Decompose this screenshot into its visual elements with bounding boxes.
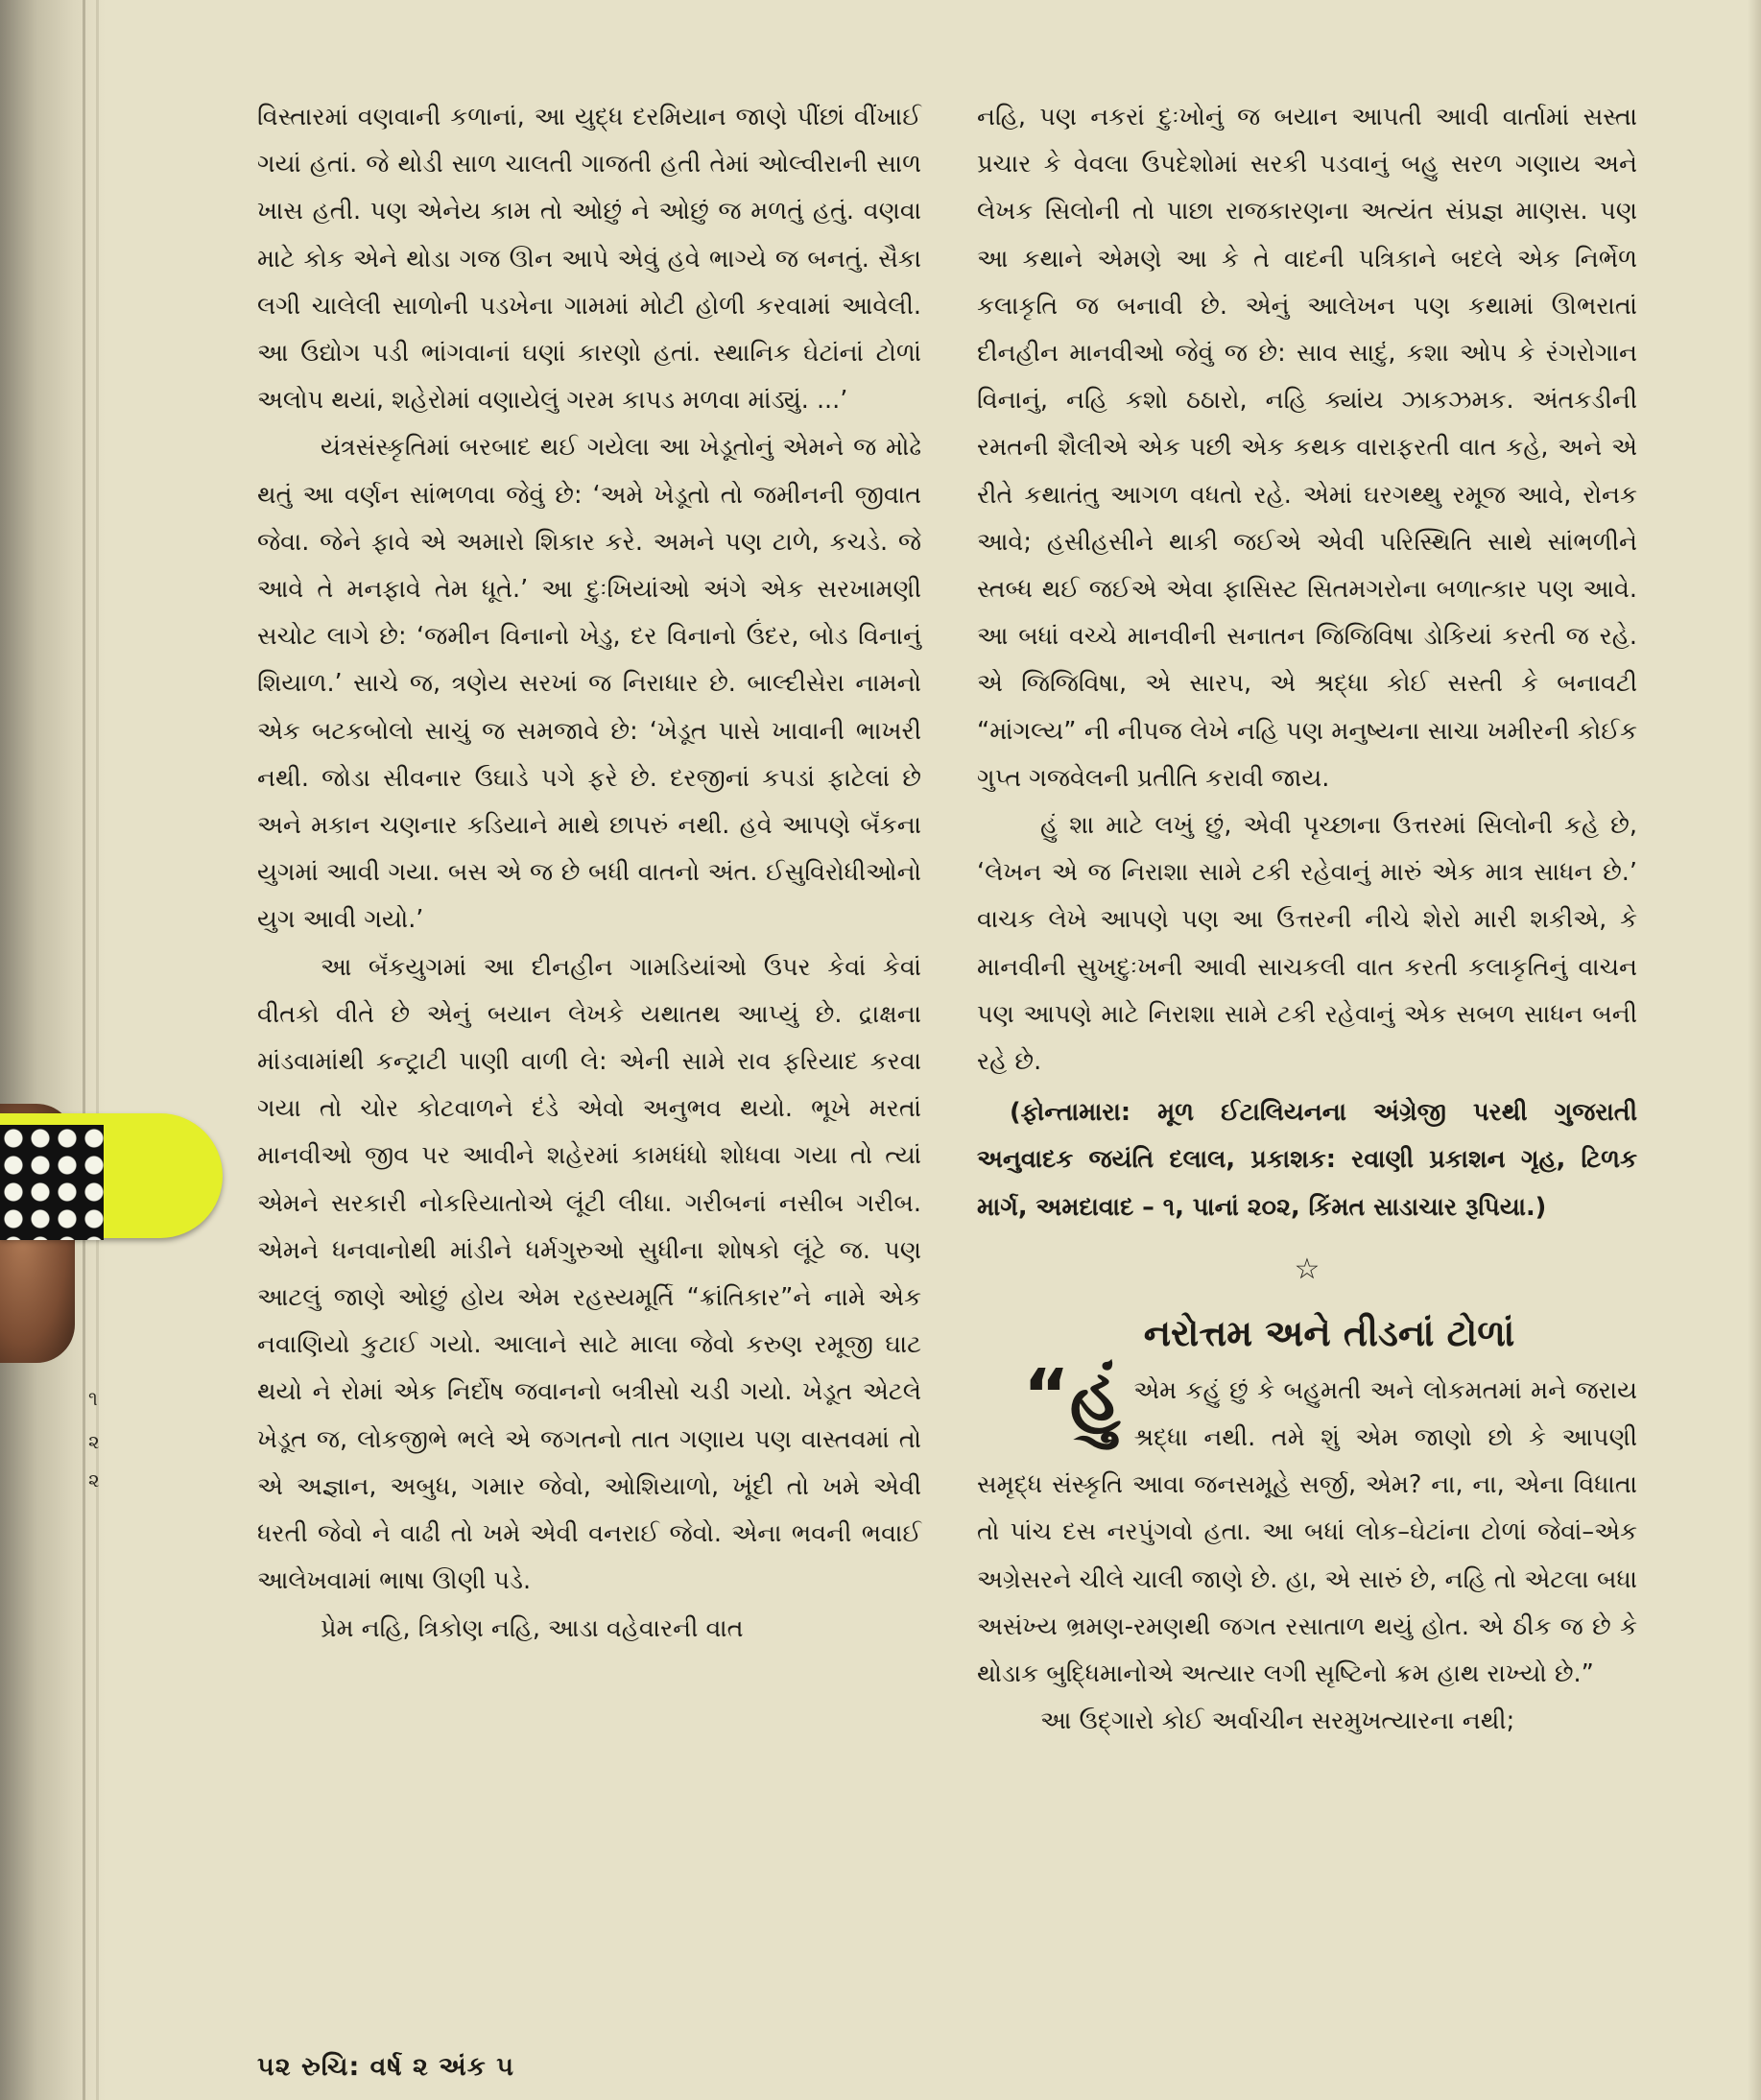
right-paragraph-2: હું શા માટે લખું છું, એવી પૃચ્છાના ઉત્તરમાં સિલોની કહે છે, ‘લેખન એ જ નિરાશા સામે ટકી રહેવાનું મારું એક માત્ર સાધન છે.’ વાચક લેખે આપણે પણ આ ઉત્તરની નીચે શેરો મારી શકીએ, કે માનવીની સુખદુઃખની આવી સાચકલી વાત કરતી કલાકૃતિનું વાચન પણ આપણે માટે નિરાશા સામે ટકી રહેવાનું એક સબળ સાધન બની રહે છે. [977,811,1637,1077]
star-icon: ☆ [1294,1252,1321,1286]
book-credit: (ફોન્તામારા: મૂળ ઈટાલિયનના અંગ્રેજી પરથી ગુજરાતી અનુવાદક જયંતિ દલાલ, પ્રકાશક: રવાણી પ્રકાશન ગૃહ, ટિળક માર્ગ, અમદાવાદ – ૧, પાનાં ૨૦૨, કિંમત સાડાચાર રૂપિયા.) [977,1098,1637,1222]
edge-mark: ૨ [88,1468,100,1491]
article-paragraph-2: આ ઉદ્ગારો કોઈ અર્વાચીન સરમુખત્યારના નથી; [1040,1706,1515,1736]
right-column [977,94,1637,1746]
page-binding-shadow [0,0,106,2100]
dotted-clip-pattern [0,1125,104,1240]
page-edge-line [96,0,99,2100]
left-column [257,94,921,1653]
left-paragraph-3: આ બૅંકયુગમાં આ દીનહીન ગામડિયાંઓ ઉપર કેવાં કેવાં વીતકો વીતે છે એનું બયાન લેખકે યથાતથ આપ્યું છે. દ્રાક્ષના માંડવામાંથી કન્ટ્રાટી પાણી વાળી લે: એની સામે રાવ ફરિયાદ કરવા ગયા તો ચોર કોટવાળને દંડે એવો અનુભવ થયો. ભૂખે મરતાં માનવીઓ જીવ પર આવીને શહેરમાં કામધંધો શોધવા ગયા તો ત્યાં એમને સરકારી નોકરિયાતોએ લૂંટી લીધા. ગરીબનાં નસીબ ગરીબ. એમને ધનવાનોથી માંડીને ધર્મગુરુઓ સુધીના શોષકો લૂંટે જ. પણ આટલું જાણે ઓછું હોય એમ રહસ્યમૂર્તિ “ક્રાંતિકાર”ને નામે એક નવાણિયો કુટાઈ ગયો. આલાને સાટે માલા જેવો કરુણ રમૂજી ઘાટ થયો ને રોમાં એક નિર્દોષ જવાનનો બત્રીસો ચડી ગયો. ખેડૂત એટલે ખેડૂત જ, લોકજીભે ભલે એ જગતનો તાત ગણાય પણ વાસ્તવમાં તો એ અજ્ઞાન, અબુધ, ગમાર જેવો, ઓશિયાળો, ખૂંદી તો ખમે એવી ધરતી જેવો ને વાઢી તો ખમે એવી વનરાઈ જેવો. એના ભવની ભવાઈ આલેખવામાં ભાષા ઊણી પડે. [257,952,921,1596]
right-paragraph-1: નહિ, પણ નકરાં દુઃખોનું જ બયાન આપતી આવી વાર્તામાં સસ્તા પ્રચાર કે વેવલા ઉપદેશોમાં સરકી પડવાનું બહુ સરળ ગણાય અને લેખક સિલોની તો પાછા રાજકારણના અત્યંત સંપ્રજ્ઞ માણસ. પણ આ કથાને એમણે આ કે તે વાદની પત્રિકાને બદલે એક નિર્ભેળ કલાકૃતિ જ બનાવી છે. એનું આલેખન પણ કથામાં ઊભરાતાં દીનહીન માનવીઓ જેવું જ છે: સાવ સાદું, કશા ઓપ કે રંગરોગાન વિનાનું, નહિ કશો ઠઠારો, નહિ ક્યાંય ઝાકઝમક. અંતકડીની રમતની શૈલીએ એક પછી એક કથક વારાફરતી વાત કહે, અને એ રીતે કથાતંતુ આગળ વધતો રહે. એમાં ઘરગથ્થુ રમૂજ આવે, રોનક આવે; હસીહસીને થાકી જઈએ એવી પરિસ્થિતિ સાથે સાંભળીને સ્તબ્ધ થઈ જઈએ એવા ફાસિસ્ટ સિતમગરોના બળાત્કાર પણ આવે. આ બધાં વચ્ચે માનવીની સનાતન જિજિવિષા ડોકિયાં કરતી જ રહે. એ જિજિવિષા, એ સારપ, એ શ્રદ્ધા કોઈ સસ્તી કે બનાવટી “માંગલ્ય” ની નીપજ લેખે નહિ પણ મનુષ્યના સાચા ખમીરની કોઈક ગુપ્ત ગજવેલની પ્રતીતિ કરાવી જાય. [977,103,1637,793]
left-paragraph-1: વિસ્તારમાં વણવાની કળાનાં, આ યુદ્ધ દરમિયાન જાણે પીંછાં વીંખાઈ ગયાં હતાં. જે થોડી સાળ ચાલતી ગાજતી હતી તેમાં ઓલ્વીરાની સાળ ખાસ હતી. પણ એનેય કામ તો ઓછું ને ઓછું જ મળતું હતું. વણવા માટે કોક એને થોડા ગજ ઊન આપે એવું હવે ભાગ્યે જ બનતું. સૈકા લગી ચાલેલી સાળોની પડખેના ગામમાં મોટી હોળી કરવામાં આવેલી. આ ઉદ્યોગ પડી ભાંગવાનાં ઘણાં કારણો હતાં. સ્થાનિક ઘેટાંનાં ટોળાં અલોપ થયાં, શહેરોમાં વણાયેલું ગરમ કાપડ મળવા માંડ્યું. ...’ [257,103,921,416]
page-right-edge [1748,0,1761,2100]
edge-mark: ૨ [88,1430,100,1453]
page-edge-line [83,0,85,2100]
page-footer: ૫૨ રુચિ: વર્ષ ૨ અંક ૫ [257,2052,514,2082]
left-paragraph-2: યંત્રસંસ્કૃતિમાં બરબાદ થઈ ગયેલા આ ખેડૂતોનું એમને જ મોઢે થતું આ વર્ણન સાંભળવા જેવું છે: ‘અમે ખેડૂતો તો જમીનની જીવાત જેવા. જેને ફાવે એ અમારો શિકાર કરે. અમને પણ ટાળે, કચડે. જે આવે તે મનફાવે તેમ ધૂતે.’ આ દુઃખિયાંઓ અંગે એક સરખામણી સચોટ લાગે છે: ‘જમીન વિનાનો ખેડુ, દર વિનાનો ઉંદર, બોડ વિનાનું શિયાળ.’ સાચે જ, ત્રણેય સરખાં જ નિરાધાર છે. બાલ્દીસેરા નામનો એક બટકબોલો સાચું જ સમજાવે છે: ‘ખેડૂત પાસે ખાવાની ભાખરી નથી. જોડા સીવનાર ઉઘાડે પગે ફરે છે. દરજીનાં કપડાં ફાટેલાં છે અને મકાન ચણનાર કડિયાને માથે છાપરું નથી. હવે આપણે બૅંકના યુગમાં આવી ગયા. બસ એ જ છે બધી વાતનો અંત. ઈસુવિરોધીઓનો યુગ આવી ગયો.’ [257,433,921,935]
article-paragraph-1-text: એમ કહું છું કે બહુમતી અને લોકમતમાં મને જરાય શ્રદ્ધા નથી. તમે શું એમ જાણો છો કે આપણી સમૃદ્ધ સંસ્કૃતિ આવા જનસમૂહે સર્જી, એમ? ના, ના, એના વિધાતા તો પાંચ દસ નરપુંગવો હતા. આ બધાં લોક–ઘેટાંના ટોળાં જેવાં–એક અગ્રેસરને ચીલે ચાલી જાણે છે. હા, એ સારું છે, નહિ તો એટલા બધા અસંખ્ય ભ્રમણ-રમણથી જગત રસાતાળ થયું હોત. એ ઠીક જ છે કે થોડાક બુદ્ધિમાનોએ અત્યાર લગી સૃષ્ટિનો ક્રમ હાથ રાખ્યો છે.” [977,1375,1637,1689]
article-paragraph-1 [977,1353,1637,1698]
drop-cap: “હું [1023,1353,1121,1437]
article-heading: નરોત્તમ અને તીડનાં ટોળાં [1143,1311,1515,1354]
left-paragraph-4: પ્રેમ નહિ, ત્રિકોણ નહિ, આડા વહેવારની વાત [321,1613,744,1643]
edge-mark: ૧ [88,1387,98,1410]
